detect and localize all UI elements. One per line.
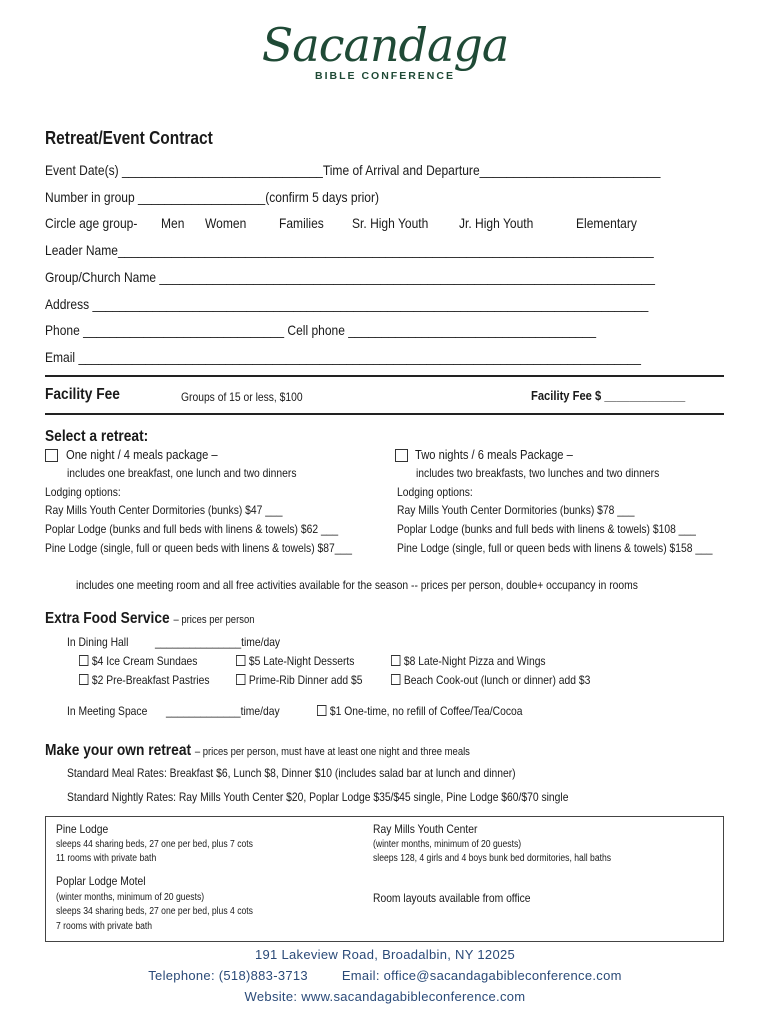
food-beach-cookout[interactable]: Beach Cook-out (lunch or dinner) add $3 [391,673,623,687]
select-retreat-heading: Select a retreat: [45,428,149,445]
checkbox-icon[interactable] [79,674,88,685]
option1-includes: includes one breakfast, one lunch and two dinners [67,466,297,480]
option1-lodging-pine[interactable]: Pine Lodge (single, full or queen beds with linens & towels) $87___ [45,541,352,555]
food-ice-cream-sundaes[interactable]: $4 Ice Cream Sundaes [79,654,217,668]
facility-fee-note: Groups of 15 or less, $100 [181,390,303,404]
option1-title: One night / 4 meals package – [66,447,218,462]
logo [0,18,770,82]
option2-includes: includes two breakfasts, two lunches and two dinners [416,466,660,480]
checkbox-icon[interactable] [317,705,326,716]
checkbox-icon[interactable] [391,655,400,666]
meeting-space-label: In Meeting Space [67,704,148,718]
option2-lodging-pine[interactable]: Pine Lodge (single, full or queen beds with linens & towels) $158 ___ [397,541,713,555]
food-pre-breakfast-pastries[interactable]: $2 Pre-Breakfast Pastries [79,673,231,687]
address-field[interactable]: Address ___________________________________________________________________________________ [45,296,649,312]
email-field[interactable]: Email ____________________________________________________________________________________ [45,349,641,365]
option2-lodging-ray-mills[interactable]: Ray Mills Youth Center Dormitories (bunks) $78 ___ [397,503,635,517]
logo-subtitle: BIBLE CONFERENCE [315,70,455,82]
option2-lodging-poplar[interactable]: Poplar Lodge (bunks and full beds with linens & towels) $108 ___ [397,522,696,536]
dining-hall-label: In Dining Hall [67,635,129,649]
own-retreat-heading: Make your own retreat – prices per person, must have at least one night and three meals [45,742,470,759]
age-group-jr-high[interactable]: Jr. High Youth [459,215,534,231]
age-group-sr-high[interactable]: Sr. High Youth [352,215,429,231]
dining-hall-time-field[interactable]: _______________time/day [155,635,281,649]
event-date-field[interactable]: Event Date(s) ______________________________Time of Arrival and Departure___________________________ [45,162,661,178]
option1-lodging-poplar[interactable]: Poplar Lodge (bunks and full beds with linens & towels) $62 ___ [45,522,339,536]
age-group-men[interactable]: Men [161,215,185,231]
footer-address: 191 Lakeview Road, Broadalbin, NY 12025 [254,947,516,962]
footer-contact [0,968,770,983]
food-late-night-desserts[interactable]: $5 Late-Night Desserts [236,654,374,668]
food-prime-rib-dinner[interactable]: Prime-Rib Dinner add $5 [236,673,383,687]
divider-bottom [45,413,724,415]
coffee-option[interactable]: $1 One-time, no refill of Coffee/Tea/Cocoa [317,704,556,718]
logo-name: Sacandaga [261,18,509,72]
ray-mills-line: (winter months, minimum of 20 guests) [373,839,522,850]
pine-lodge-line: sleeps 44 sharing beds, 27 one per bed, plus 7 cots [56,839,253,850]
option1-lodging-ray-mills[interactable]: Ray Mills Youth Center Dormitories (bunks) $47 ___ [45,503,283,517]
ray-mills-title: Ray Mills Youth Center [373,822,478,836]
option2-checkbox[interactable] [395,449,408,462]
divider-top [45,375,724,377]
poplar-lodge-title: Poplar Lodge Motel [56,874,146,888]
age-group-women[interactable]: Women [205,215,247,231]
facility-fee-amount-field[interactable]: Facility Fee $ _____________ [531,388,686,403]
option2-title: Two nights / 6 meals Package – [415,447,573,462]
facility-fee-heading: Facility Fee [45,386,120,403]
footer-email[interactable]: Email: office@sacandagabibleconference.com [341,968,622,983]
meeting-space-time-field[interactable]: _____________time/day [166,704,280,718]
pine-lodge-title: Pine Lodge [56,822,109,836]
ray-mills-line: sleeps 128, 4 girls and 4 boys bunk bed dormitories, hall baths [373,853,612,864]
extra-food-heading: Extra Food Service – prices per person [45,610,255,627]
option2-lodging-label: Lodging options: [397,485,473,499]
page-title: Retreat/Event Contract [45,128,213,148]
checkbox-icon[interactable] [391,674,400,685]
poplar-lodge-line: (winter months, minimum of 20 guests) [56,892,205,903]
food-pizza-and-wings[interactable]: $8 Late-Night Pizza and Wings [391,654,571,668]
poplar-lodge-line: sleeps 34 sharing beds, 27 one per bed, plus 4 cots [56,906,253,917]
checkbox-icon[interactable] [236,674,245,685]
footer-telephone[interactable]: Telephone: (518)883-3713 [148,968,308,983]
pine-lodge-line: 11 rooms with private bath [56,853,157,864]
option1-checkbox[interactable] [45,449,58,462]
group-church-name-field[interactable]: Group/Church Name __________________________________________________________________________ [45,269,655,285]
circle-age-group-label: Circle age group- [45,215,138,231]
meal-rates: Standard Meal Rates: Breakfast $6, Lunch $8, Dinner $10 (includes salad bar at lunch and dinner) [67,766,516,780]
checkbox-icon[interactable] [236,655,245,666]
checkbox-icon[interactable] [79,655,88,666]
phone-field[interactable]: Phone ______________________________ Cell phone _____________________________________ [45,322,597,338]
age-group-elementary[interactable]: Elementary [576,215,637,231]
leader-name-field[interactable]: Leader Name________________________________________________________________________________ [45,242,654,258]
room-layouts-note: Room layouts available from office [373,891,531,905]
option1-lodging-label: Lodging options: [45,485,121,499]
retreat-includes-note: includes one meeting room and all free activities available for the season -- prices per person, double+ occupancy in rooms [76,578,638,592]
nightly-rates: Standard Nightly Rates: Ray Mills Youth Center $20, Poplar Lodge $35/$45 single, Pine Lodge $60/$70 single [67,790,569,804]
poplar-lodge-line: 7 rooms with private bath [56,921,153,932]
footer-website[interactable]: Website: www.sacandagabibleconference.com [244,989,526,1004]
number-in-group-field[interactable]: Number in group ___________________(confirm 5 days prior) [45,189,379,205]
age-group-families[interactable]: Families [279,215,324,231]
